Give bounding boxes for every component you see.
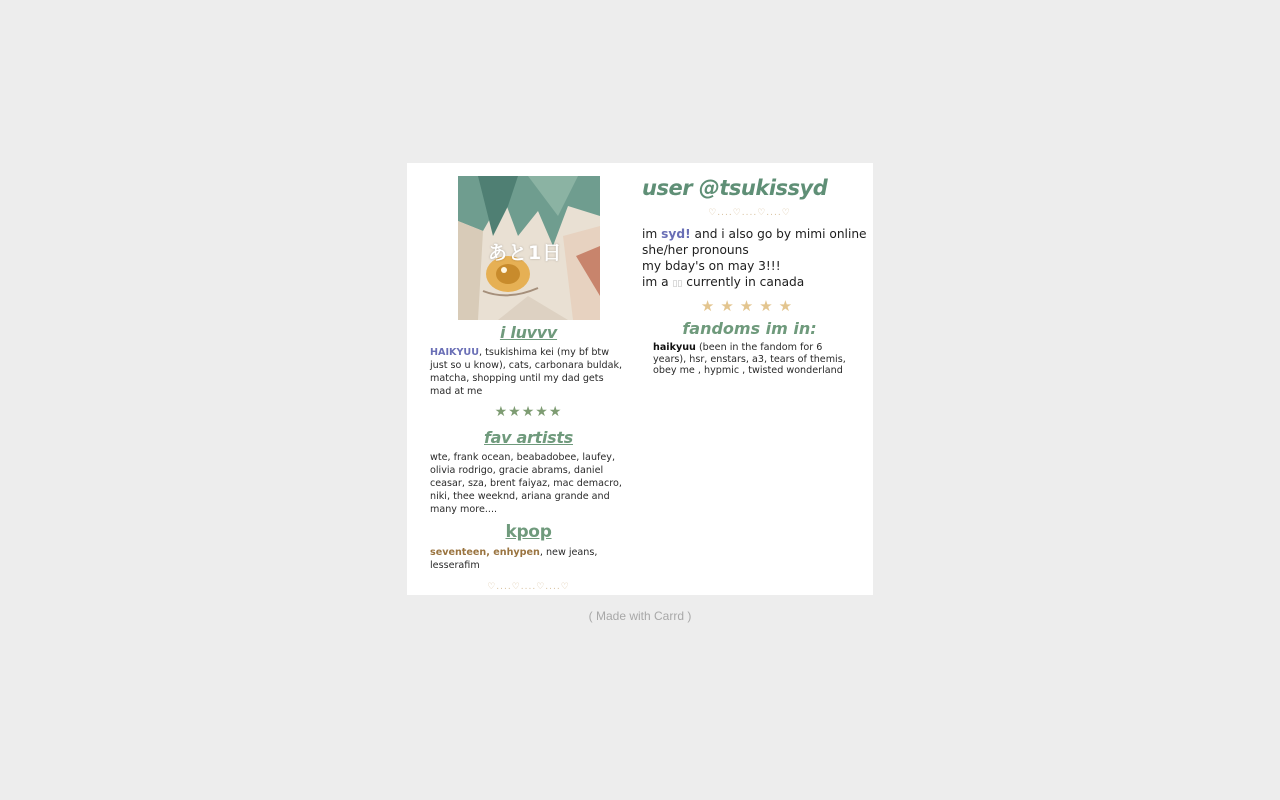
loves-body: , tsukishima kei (my bf btw just so u know), cats, carbonara buldak, matcha, shopping until my dad gets mad at me: [430, 347, 623, 397]
loves-text: [430, 346, 627, 398]
bio-location-prefix: im a: [642, 275, 673, 289]
user-title: user @tsukissyd: [642, 176, 828, 200]
bio-suffix: and i also go by mimi online: [690, 227, 867, 241]
profile-card: [407, 163, 873, 595]
kpop-highlight-1: seventeen: [430, 547, 487, 558]
bio-line-pronouns: she/her pronouns: [642, 243, 749, 257]
fandoms-title: fandoms im in:: [682, 319, 817, 338]
kpop-title: kpop: [505, 522, 552, 542]
kpop-body: , new jeans, lesserafim: [430, 547, 598, 571]
fandoms-body: (been in the fandom for 6 years), hsr, enstars, a3, tears of themis, obey me , hypmic , twisted wonderland: [653, 342, 846, 376]
flag-icon: ▯▯: [672, 279, 683, 289]
artists-text: wte, frank ocean, beabadobee, laufey, olivia rodrigo, gracie abrams, daniel ceasar, sza, brent faiyaz, mac demacro, niki, thee weeknd, ariana grande and many more....: [430, 452, 622, 515]
kpop-highlight-2: enhypen: [493, 547, 540, 558]
bio-location-suffix: currently in canada: [682, 275, 805, 289]
avatar: [458, 176, 600, 320]
bio-line-birthday: my bday's on may 3!!!: [642, 259, 781, 273]
avatar-overlay-text: あと1日: [488, 242, 563, 264]
bio-name: syd!: [661, 227, 691, 241]
made-with-carrd-link[interactable]: ( Made with Carrd ): [588, 609, 692, 623]
left-column: [430, 176, 627, 572]
bottom-hearts-divider: ♡....♡....♡....♡: [487, 582, 570, 592]
kpop-text: [430, 546, 627, 572]
bio-prefix: im: [642, 227, 662, 241]
fandoms-text: [642, 342, 858, 377]
bio: [642, 226, 867, 292]
tan-stars-divider: ★★★★★: [700, 297, 799, 315]
kpop-separator: ,: [486, 547, 494, 558]
bio-line-name: [642, 226, 867, 242]
loves-highlight: HAIKYUU: [430, 347, 479, 358]
hearts-divider: ♡....♡....♡....♡: [708, 208, 791, 218]
fandoms-highlight: haikyuu: [653, 342, 696, 353]
loves-title: i luvvv: [499, 323, 558, 342]
right-column: [642, 176, 867, 377]
bio-line-location: [642, 274, 857, 292]
green-stars-divider: ★★★★★: [494, 404, 563, 420]
artists-title: fav artists: [484, 428, 573, 447]
